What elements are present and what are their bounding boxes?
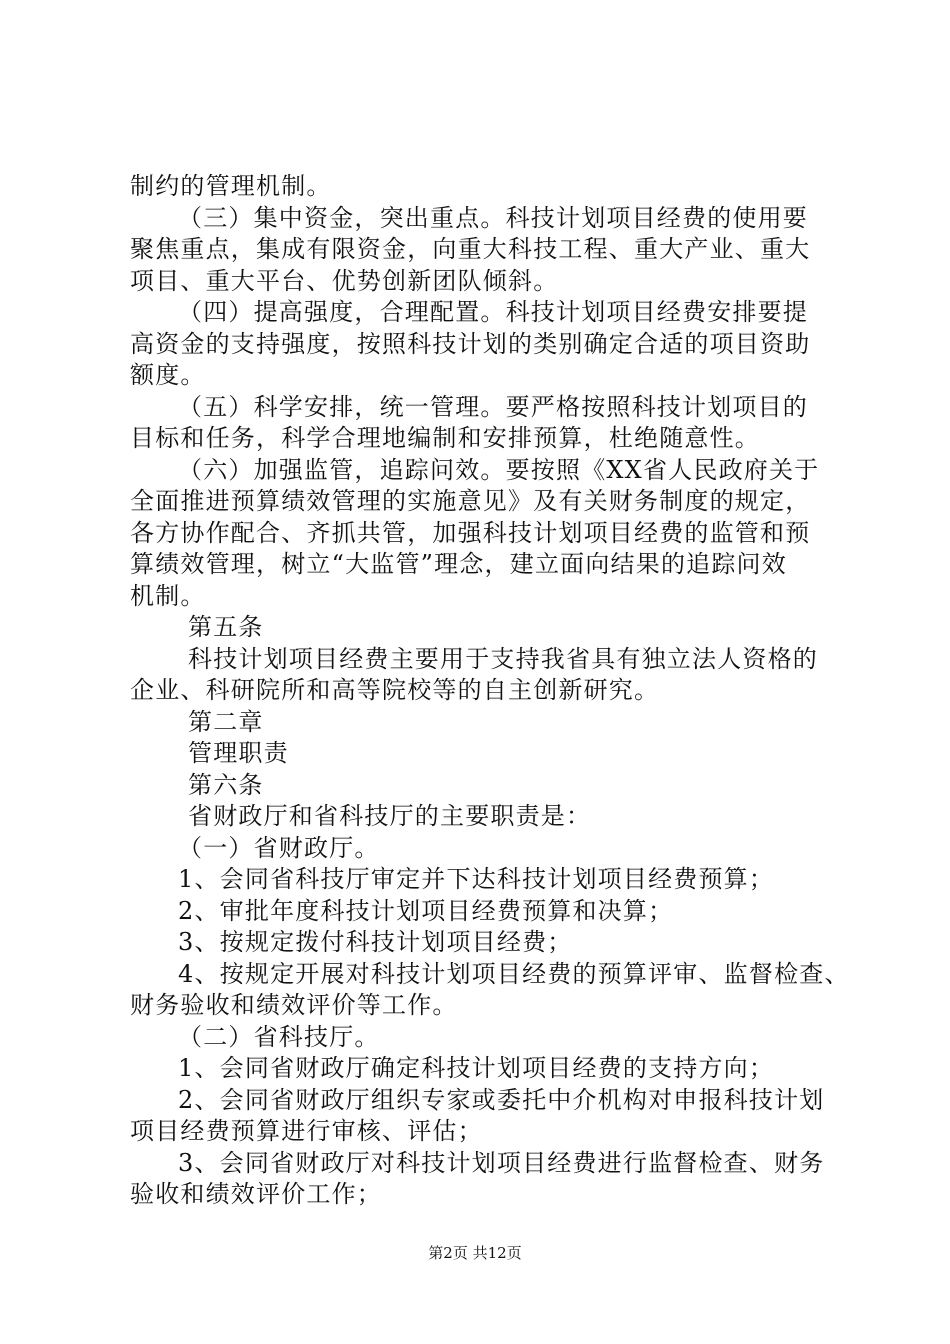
text-line: 省财政厅和省科技厅的主要职责是： [188,802,592,830]
text-line: 企业、科研院所和高等院校等的自主创新研究。 [130,676,660,704]
text-line: （四）提高强度，合理配置。科技计划项目经费安排要提 [178,298,808,326]
text-line: 目标和任务，科学合理地编制和安排预算，杜绝随意性。 [130,424,760,452]
list-item: 3、会同省财政厅对科技计划项目经费进行监督检查、财务 [178,1148,825,1177]
text-line: 制约的管理机制。 [130,172,332,200]
text-line: 额度。 [130,361,206,389]
list-item: 1、会同省科技厅审定并下达科技计划项目经费预算； [178,865,775,893]
chapter-title: 管理职责 [188,739,289,767]
text-line: 机制。 [130,581,206,610]
text-line: （五）科学安排，统一管理。要严格按照科技计划项目的 [178,392,808,421]
text-line: 聚焦重点，集成有限资金，向重大科技工程、重大产业、重大 [130,235,811,263]
text-line: 各方协作配合、齐抓共管，加强科技计划项目经费的监管和预 [130,518,811,547]
text-line: （六）加强监管，追踪问效。要按照《XX省人民政府关于 [178,455,820,484]
text-line: 科技计划项目经费主要用于支持我省具有独立法人资格的 [188,644,818,673]
text-line: （三）集中资金，突出重点。科技计划项目经费的使用要 [178,203,808,232]
text-line: 财务验收和绩效评价等工作。 [130,991,458,1019]
document-body [130,171,850,1211]
list-item: 1、会同省财政厅确定科技计划项目经费的支持方向； [178,1054,775,1082]
text-line: （一）省财政厅。 [178,833,380,862]
page-footer: 第2页 共12页 [428,1244,522,1262]
text-line: 算绩效管理，树立“大监管”理念，建立面向结果的追踪问效 [130,550,787,578]
list-item: 2、会同省财政厅组织专家或委托中介机构对申报科技计划 [178,1085,825,1114]
list-item: 3、按规定拨付科技计划项目经费； [178,928,573,956]
text-line: （二）省科技厅。 [178,1022,380,1051]
text-line: 全面推进预算绩效管理的实施意见》及有关财务制度的规定， [130,487,811,515]
text-line: 高资金的支持强度，按照科技计划的类别确定合适的项目资助 [130,329,811,358]
text-line: 项目经费预算进行审核、评估； [130,1117,483,1145]
text-line: 验收和绩效评价工作； [130,1180,382,1208]
list-item: 4、按规定开展对科技计划项目经费的预算评审、监督检查、 [178,959,850,988]
list-item: 2、审批年度科技计划项目经费预算和决算； [178,896,674,925]
text-line: 项目、重大平台、优势创新团队倾斜。 [130,266,559,295]
article-heading: 第六条 [188,770,264,799]
article-heading: 第五条 [188,613,264,641]
chapter-heading: 第二章 [188,707,264,736]
